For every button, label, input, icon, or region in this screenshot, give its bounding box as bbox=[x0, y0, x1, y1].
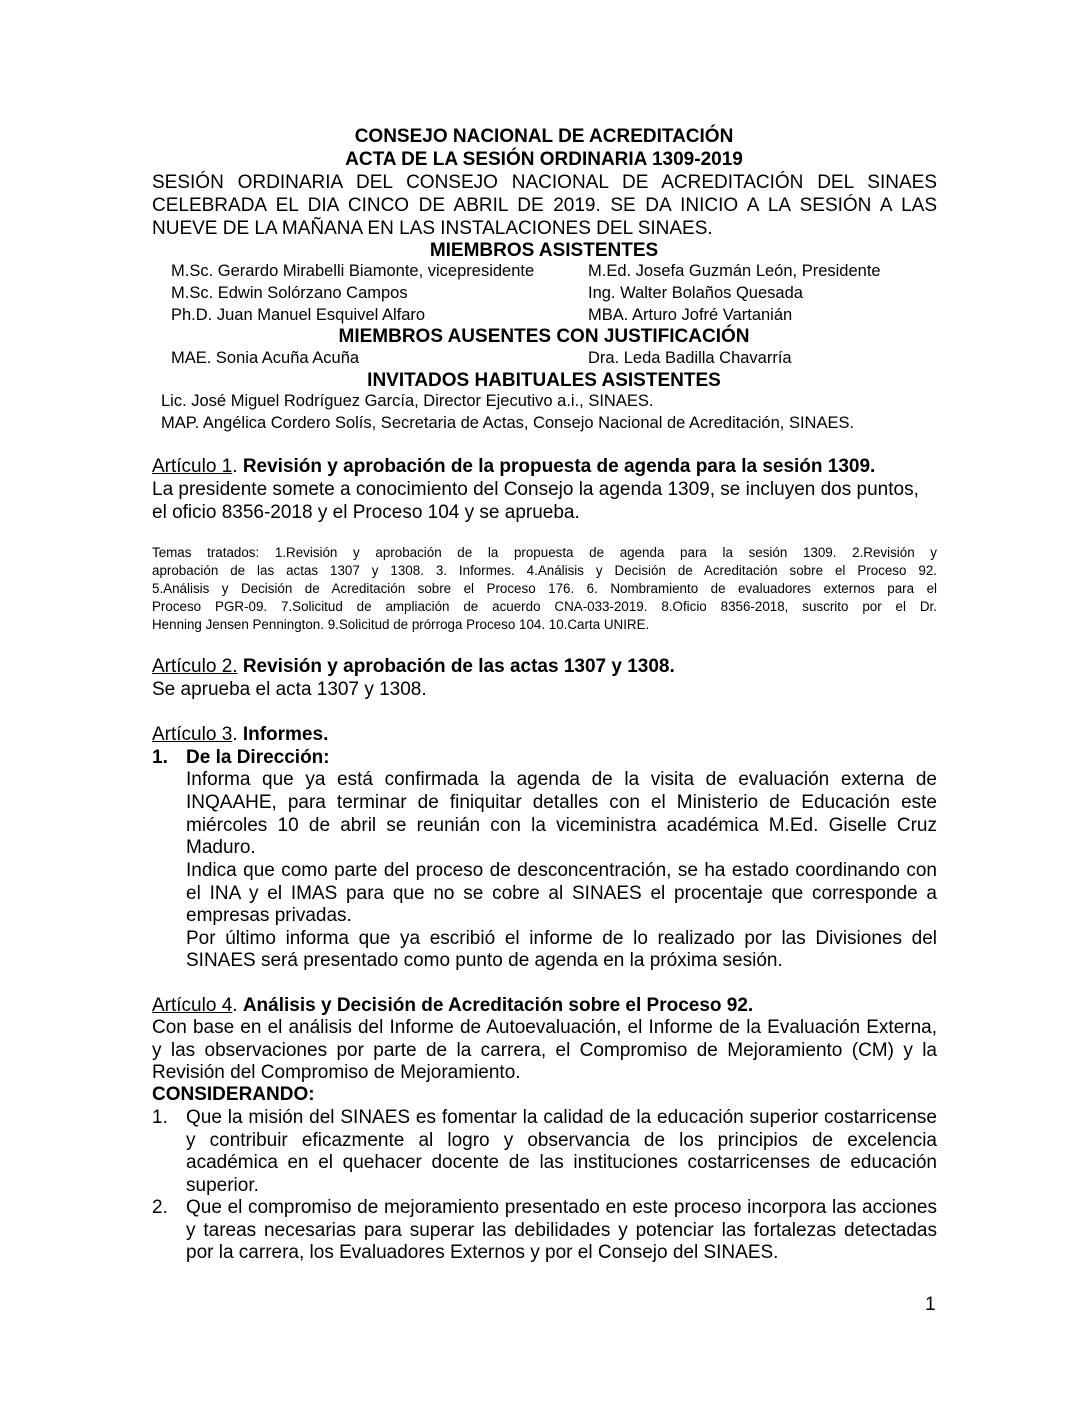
body-line: empresas privadas. bbox=[186, 905, 352, 926]
list-line: y tareas necesarias para superar las debilidades y potenciar las fortalezas detectadas bbox=[186, 1220, 937, 1241]
intro-line-3: NUEVE DE LA MAÑANA EN LAS INSTALACIONES DEL SINAES. bbox=[152, 218, 713, 239]
member-name: M.Sc. Gerardo Mirabelli Biamonte, vicepresidente bbox=[171, 262, 535, 280]
member-name: MBA. Arturo Jofré Vartanián bbox=[588, 306, 793, 324]
list-line: y contribuir eficazmente al logro y observancia de los principios de excelencia bbox=[186, 1130, 937, 1151]
absent-members-heading: MIEMBROS AUSENTES CON JUSTIFICACIÓN bbox=[338, 326, 750, 347]
guest-name: Lic. José Miguel Rodríguez García, Director Ejecutivo a.i., SINAES. bbox=[161, 392, 654, 410]
body-line: y las observaciones por parte de la carrera, el Compromiso de Mejoramiento (CM) y la bbox=[152, 1040, 937, 1061]
body-line: Se aprueba el acta 1307 y 1308. bbox=[152, 679, 427, 700]
article-4-heading: Artículo 4. Análisis y Decisión de Acreditación sobre el Proceso 92. bbox=[152, 995, 754, 1016]
body-line: Revisión del Compromiso de Mejoramiento. bbox=[152, 1062, 521, 1083]
article-2-heading bbox=[152, 656, 675, 678]
topics-line: aprobación de las actas 1307 y 1308. 3. Informes. 4.Análisis y Decisión de Acreditación sobre el Proceso 92. bbox=[152, 563, 937, 578]
session-title: ACTA DE LA SESIÓN ORDINARIA 1309-2019 bbox=[345, 149, 743, 170]
body-line: SINAES será presentado como punto de agenda en la próxima sesión. bbox=[186, 950, 783, 971]
article-label: Artículo 2. bbox=[152, 656, 238, 677]
page-number: 1 bbox=[925, 1294, 936, 1315]
article-title: Revisión y aprobación de la propuesta de agenda para la sesión 1309. bbox=[242, 456, 876, 477]
article-title: Informes. bbox=[242, 724, 329, 745]
guests-heading: INVITADOS HABITUALES ASISTENTES bbox=[367, 370, 721, 391]
body-line: Con base en el análisis del Informe de Autoevaluación, el Informe de la Evaluación Externa, bbox=[152, 1017, 937, 1038]
article-1-heading: Artículo 1. Revisión y aprobación de la propuesta de agenda para la sesión 1309. bbox=[152, 456, 876, 477]
considerando-heading: CONSIDERANDO: bbox=[152, 1084, 315, 1105]
body-line: miércoles 10 de abril se reunián con la viceministra académica M.Ed. Giselle Cruz bbox=[186, 815, 937, 836]
body-line: Indica que como parte del proceso de desconcentración, se ha estado coordinando con bbox=[186, 860, 937, 881]
list-line: superior. bbox=[186, 1175, 259, 1196]
body-line: Maduro. bbox=[186, 837, 256, 858]
list-line: Que la misión del SINAES es fomentar la calidad de la educación superior costarricense bbox=[186, 1107, 937, 1128]
member-name: Ph.D. Juan Manuel Esquivel Alfaro bbox=[171, 306, 426, 324]
member-name: M.Ed. Josefa Guzmán León, Presidente bbox=[588, 262, 881, 280]
article-3-heading: Artículo 3. Informes. bbox=[152, 724, 329, 745]
article-label: Artículo 3 bbox=[152, 724, 233, 745]
topics-line: Proceso PGR-09. 7.Solicitud de ampliación de acuerdo CNA-033-2019. 8.Oficio 8356-2018, suscrito por el Dr. bbox=[152, 599, 937, 614]
list-line: Que el compromiso de mejoramiento presentado en este proceso incorpora las acciones bbox=[186, 1197, 937, 1218]
list-line: por la carrera, los Evaluadores Externos y por el Consejo del SINAES. bbox=[186, 1242, 779, 1263]
member-name: MAE. Sonia Acuña Acuña bbox=[171, 349, 360, 367]
intro-line-2: CELEBRADA EL DIA CINCO DE ABRIL DE 2019. SE DA INICIO A LA SESIÓN A LAS bbox=[152, 195, 937, 216]
body-line: el INA y el IMAS para que no se cobre al SINAES el procentaje que corresponde a bbox=[186, 883, 937, 904]
article-label: Artículo 1 bbox=[152, 456, 233, 477]
member-name: Ing. Walter Bolaños Quesada bbox=[588, 284, 803, 302]
intro-line-1: SESIÓN ORDINARIA DEL CONSEJO NACIONAL DE ACREDITACIÓN DEL SINAES bbox=[152, 172, 937, 193]
topics-line: 5.Análisis y Decisión de Acreditación sobre el Proceso 176. 6. Nombramiento de evaluadores externos para el bbox=[152, 581, 937, 596]
council-title: CONSEJO NACIONAL DE ACREDITACIÓN bbox=[354, 126, 734, 147]
article-title: Análisis y Decisión de Acreditación sobre el Proceso 92. bbox=[242, 995, 754, 1016]
body-line: el oficio 8356-2018 y el Proceso 104 y se aprueba. bbox=[152, 502, 580, 523]
topics-line: Temas tratados: 1.Revisión y aprobación de la propuesta de agenda para la sesión 1309. 2.Revisión y bbox=[152, 545, 937, 560]
list-line: académica en el quehacer docente de las instituciones costarricenses de educación bbox=[186, 1152, 937, 1173]
list-number: 2. bbox=[152, 1197, 168, 1218]
body-line: Informa que ya está confirmada la agenda de la visita de evaluación externa de bbox=[186, 769, 937, 790]
subsection-number: 1. bbox=[152, 747, 168, 768]
article-title: Revisión y aprobación de las actas 1307 y 1308. bbox=[242, 656, 675, 677]
subsection-title: De la Dirección: bbox=[186, 747, 330, 768]
list-number: 1. bbox=[152, 1107, 168, 1128]
article-label: Artículo 4 bbox=[152, 995, 233, 1016]
body-line: INQAAHE, para terminar de finiquitar detalles con el Ministerio de Educación este bbox=[186, 792, 937, 813]
body-line: La presidente somete a conocimiento del Consejo la agenda 1309, se incluyen dos puntos, bbox=[152, 479, 919, 500]
topics-line: Henning Jensen Pennington. 9.Solicitud de prórroga Proceso 104. 10.Carta UNIRE. bbox=[152, 617, 650, 632]
guest-name: MAP. Angélica Cordero Solís, Secretaria de Actas, Consejo Nacional de Acreditación, SINAES. bbox=[161, 414, 855, 432]
attending-members-heading: MIEMBROS ASISTENTES bbox=[429, 240, 659, 261]
member-name: M.Sc. Edwin Solórzano Campos bbox=[171, 284, 408, 302]
body-line: Por último informa que ya escribió el informe de lo realizado por las Divisiones del bbox=[186, 928, 937, 949]
member-name: Dra. Leda Badilla Chavarría bbox=[588, 349, 792, 367]
